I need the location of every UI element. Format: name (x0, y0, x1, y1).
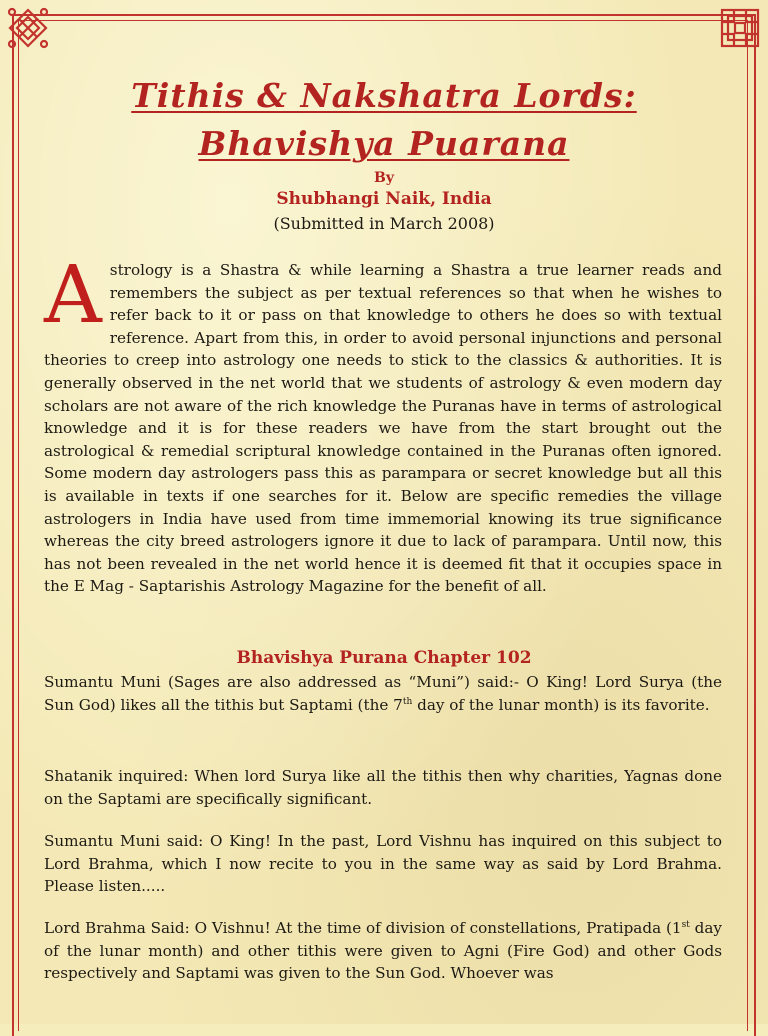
submission-date: (Submitted in March 2008) (273, 214, 495, 233)
page-title-line1: Tithis & Nakshatra Lords: (131, 76, 637, 115)
paragraph-sumantu (44, 671, 722, 716)
intro-paragraph (44, 248, 722, 598)
author-name: Shubhangi Naik, India (276, 189, 492, 209)
section-heading: Bhavishya Purana Chapter 102 (236, 648, 532, 668)
by-label: By (374, 170, 394, 186)
page-title-line2: Bhavishya Puarana (198, 124, 570, 163)
endless-knot-icon (718, 6, 762, 50)
superscript: th (402, 696, 413, 707)
paragraph-text: day of the lunar month) is its favorite. (412, 695, 710, 714)
drop-cap: A (44, 248, 102, 341)
superscript: st (681, 919, 690, 930)
endless-knot-icon (6, 6, 50, 50)
paragraph-shatanik: Shatanik inquired: When lord Surya like all the tithis then why charities, Yagnas done on the Saptami are specifically significant. (44, 767, 722, 808)
paragraph-brahma (44, 917, 722, 985)
paragraph-sumantu-reply: Sumantu Muni said: O King! In the past, Lord Vishnu has inquired on this subject to Lord Brahma, which I now recite to you in the same way as said by Lord Brahma. Please listen..... (44, 832, 722, 896)
paragraph-text: day of the lunar month) and other tithis were given to Agni (Fire God) and other Gods respectively and Saptami was given to the Sun God. Whoever was (44, 919, 723, 983)
paragraph-text: Sumantu Muni (Sages are also addressed as “Muni”) said:- O King! Lord Surya (the Sun God) likes all the tithis but Saptami (the 7 (44, 673, 722, 714)
paragraph-text: Lord Brahma Said: O Vishnu! At the time of division of constellations, Pratipada (1 (44, 919, 682, 937)
intro-text: strology is a Shastra & while learning a Shastra a true learner reads and remembers the subject as per textual references so that when he wishes to refer back to it or pass on that knowledge to others he does so with textual reference. Apart from this, in order to avoid personal injunctions and personal theories to creep into astrology one needs to stick to the classics & authorities. It is generally observed in the net world that we students of astrology & even modern day scholars are not aware of the rich knowledge the Puranas have in terms of astrological knowledge and it is for these readers we have from the start brought out the astrological & remedial scriptural knowledge contained in the Puranas often ignored. Some modern day astrologers pass this as parampara or secret knowledge but all this is available in texts if one searches for it. Below are specific remedies the village astrologers in India have used from time immemorial knowing its true significance whereas the city breed astrologers ignore it due to lack of parampara. Until now, this has not been revealed in the net world hence it is deemed fit that it occupies space in the E Mag - Saptarishis Astrology Magazine for the benefit of all. (44, 261, 722, 596)
